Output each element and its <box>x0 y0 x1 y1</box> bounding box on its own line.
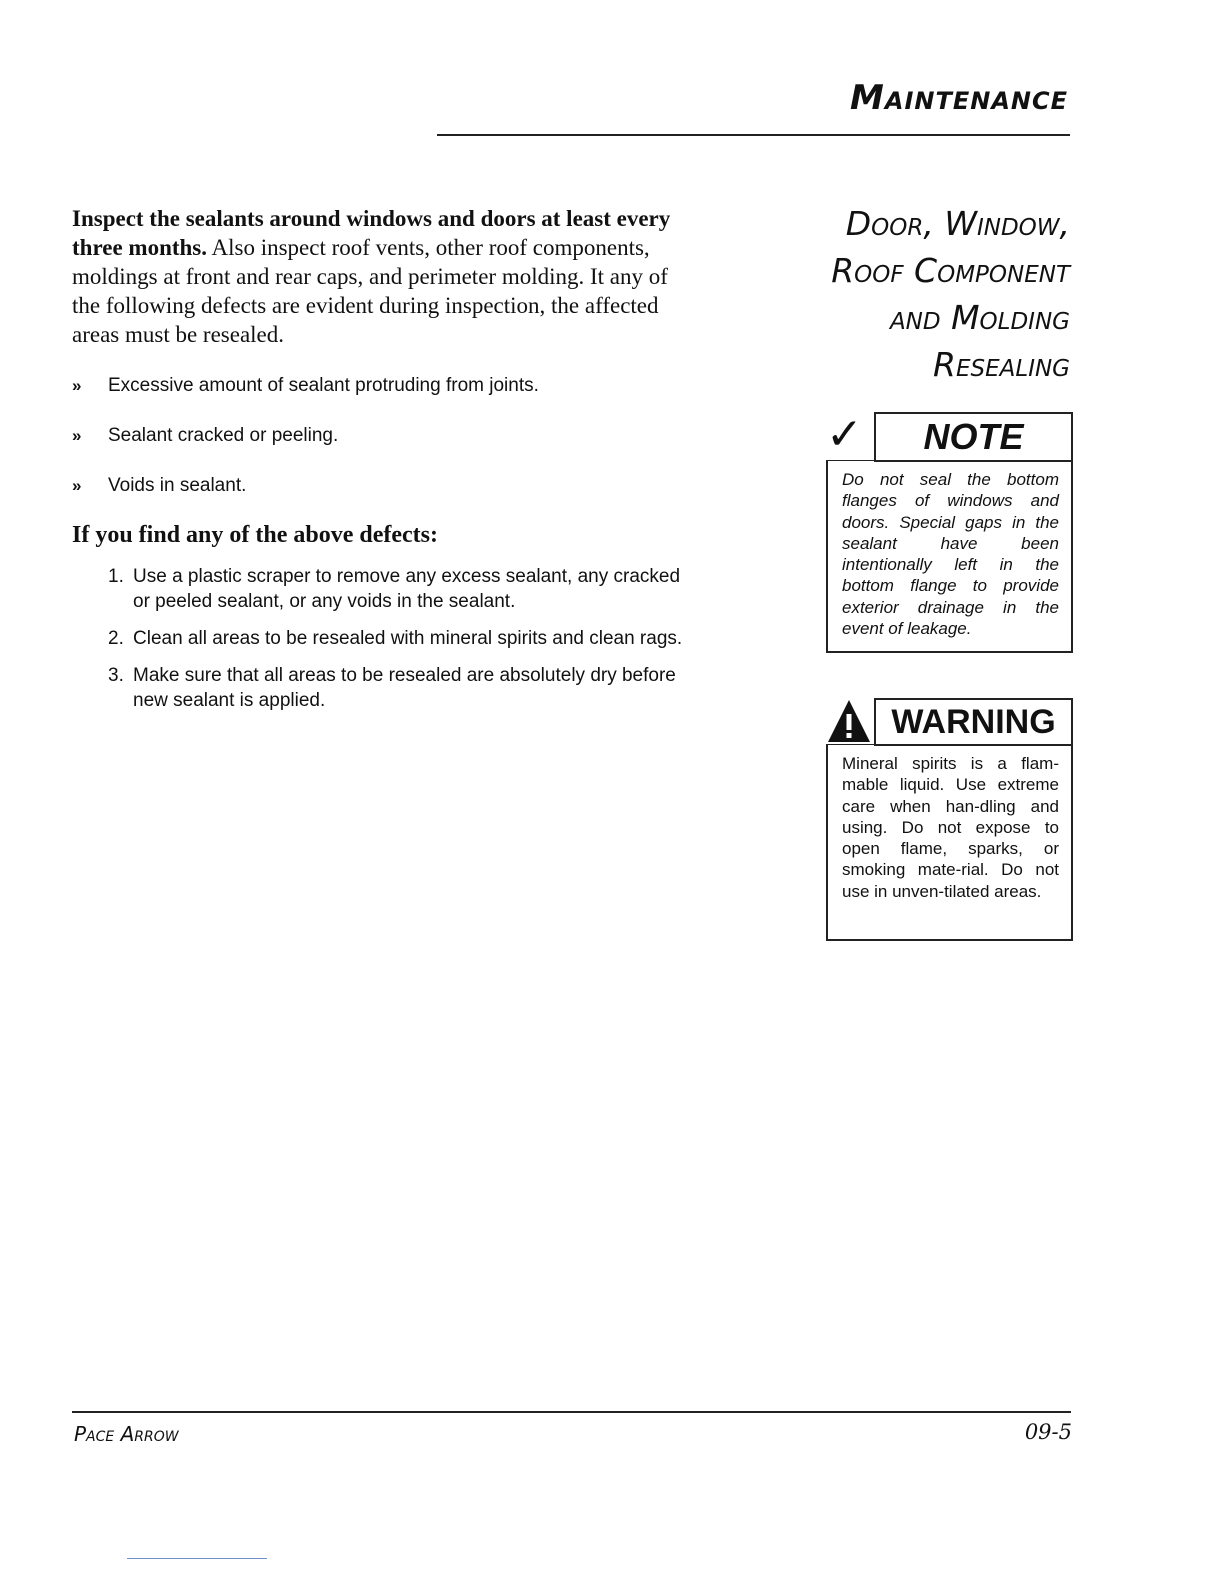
defect-text: Excessive amount of sealant protruding from joints. <box>108 375 539 396</box>
intro-body: Also inspect roof vents, other roof components, moldings at front and rear caps, and perimeter molding. It any of the following defects are evident during inspection, the affected areas must be resealed. <box>72 235 668 347</box>
header-rule <box>437 134 1070 136</box>
section-title-line: Door, Window, <box>845 204 1070 243</box>
footer-page-number: 09-5 <box>1024 1420 1072 1444</box>
intro-bold-lead: Inspect the sealants around windows and doors at least every three months. <box>72 206 671 260</box>
list-item <box>72 372 692 422</box>
warning-header <box>826 696 1071 744</box>
scan-artifact-line <box>127 1558 267 1559</box>
steps-list <box>108 564 698 725</box>
note-header <box>826 410 1071 460</box>
note-label: NOTE <box>874 412 1073 462</box>
defects-subheading: If you find any of the above defects: <box>72 522 438 548</box>
list-item <box>108 626 698 651</box>
footer-product-name: Pace Arrow <box>74 1422 179 1446</box>
warning-box: Mineral spirits is a flam-mable liquid. Use extreme care when han-dling and using. Do not expose to open flame, sparks, or smoking mate-rial. Do not use in unven-tilated areas. <box>826 744 1073 941</box>
step-text: Make sure that all areas to be resealed are absolutely dry before new sealant is applied. <box>133 665 676 711</box>
list-item <box>108 564 698 614</box>
footer-rule <box>72 1411 1071 1413</box>
section-title-line: Roof Component <box>831 251 1070 290</box>
step-number: 1. <box>108 566 124 587</box>
page-header-title: Maintenance <box>850 78 1068 118</box>
defect-text: Sealant cracked or peeling. <box>108 425 339 446</box>
note-box: Do not seal the bottom flanges of windows and doors. Special gaps in the sealant have been intentionally left in the bottom flange to provide exterior drainage in the event of leakage. <box>826 460 1073 653</box>
section-title-line: Resealing <box>933 345 1070 384</box>
list-item <box>72 472 692 522</box>
checkmark-icon: ✓ <box>826 409 863 460</box>
defects-list <box>72 372 692 522</box>
intro-paragraph <box>72 204 692 349</box>
step-text: Clean all areas to be resealed with mineral spirits and clean rags. <box>133 628 683 649</box>
section-title-line: and Molding <box>889 298 1070 337</box>
step-number: 2. <box>108 628 124 649</box>
double-chevron-icon: » <box>72 476 82 495</box>
double-chevron-icon: » <box>72 426 82 445</box>
list-item <box>108 663 698 713</box>
list-item <box>72 422 692 472</box>
step-number: 3. <box>108 665 124 686</box>
warning-triangle-icon <box>826 696 872 744</box>
double-chevron-icon: » <box>72 376 82 395</box>
defect-text: Voids in sealant. <box>108 475 247 496</box>
warning-label: WARNING <box>874 698 1073 746</box>
section-title <box>750 200 1070 388</box>
step-text: Use a plastic scraper to remove any excess sealant, any cracked or peeled sealant, or any voids in the sealant. <box>133 566 681 612</box>
